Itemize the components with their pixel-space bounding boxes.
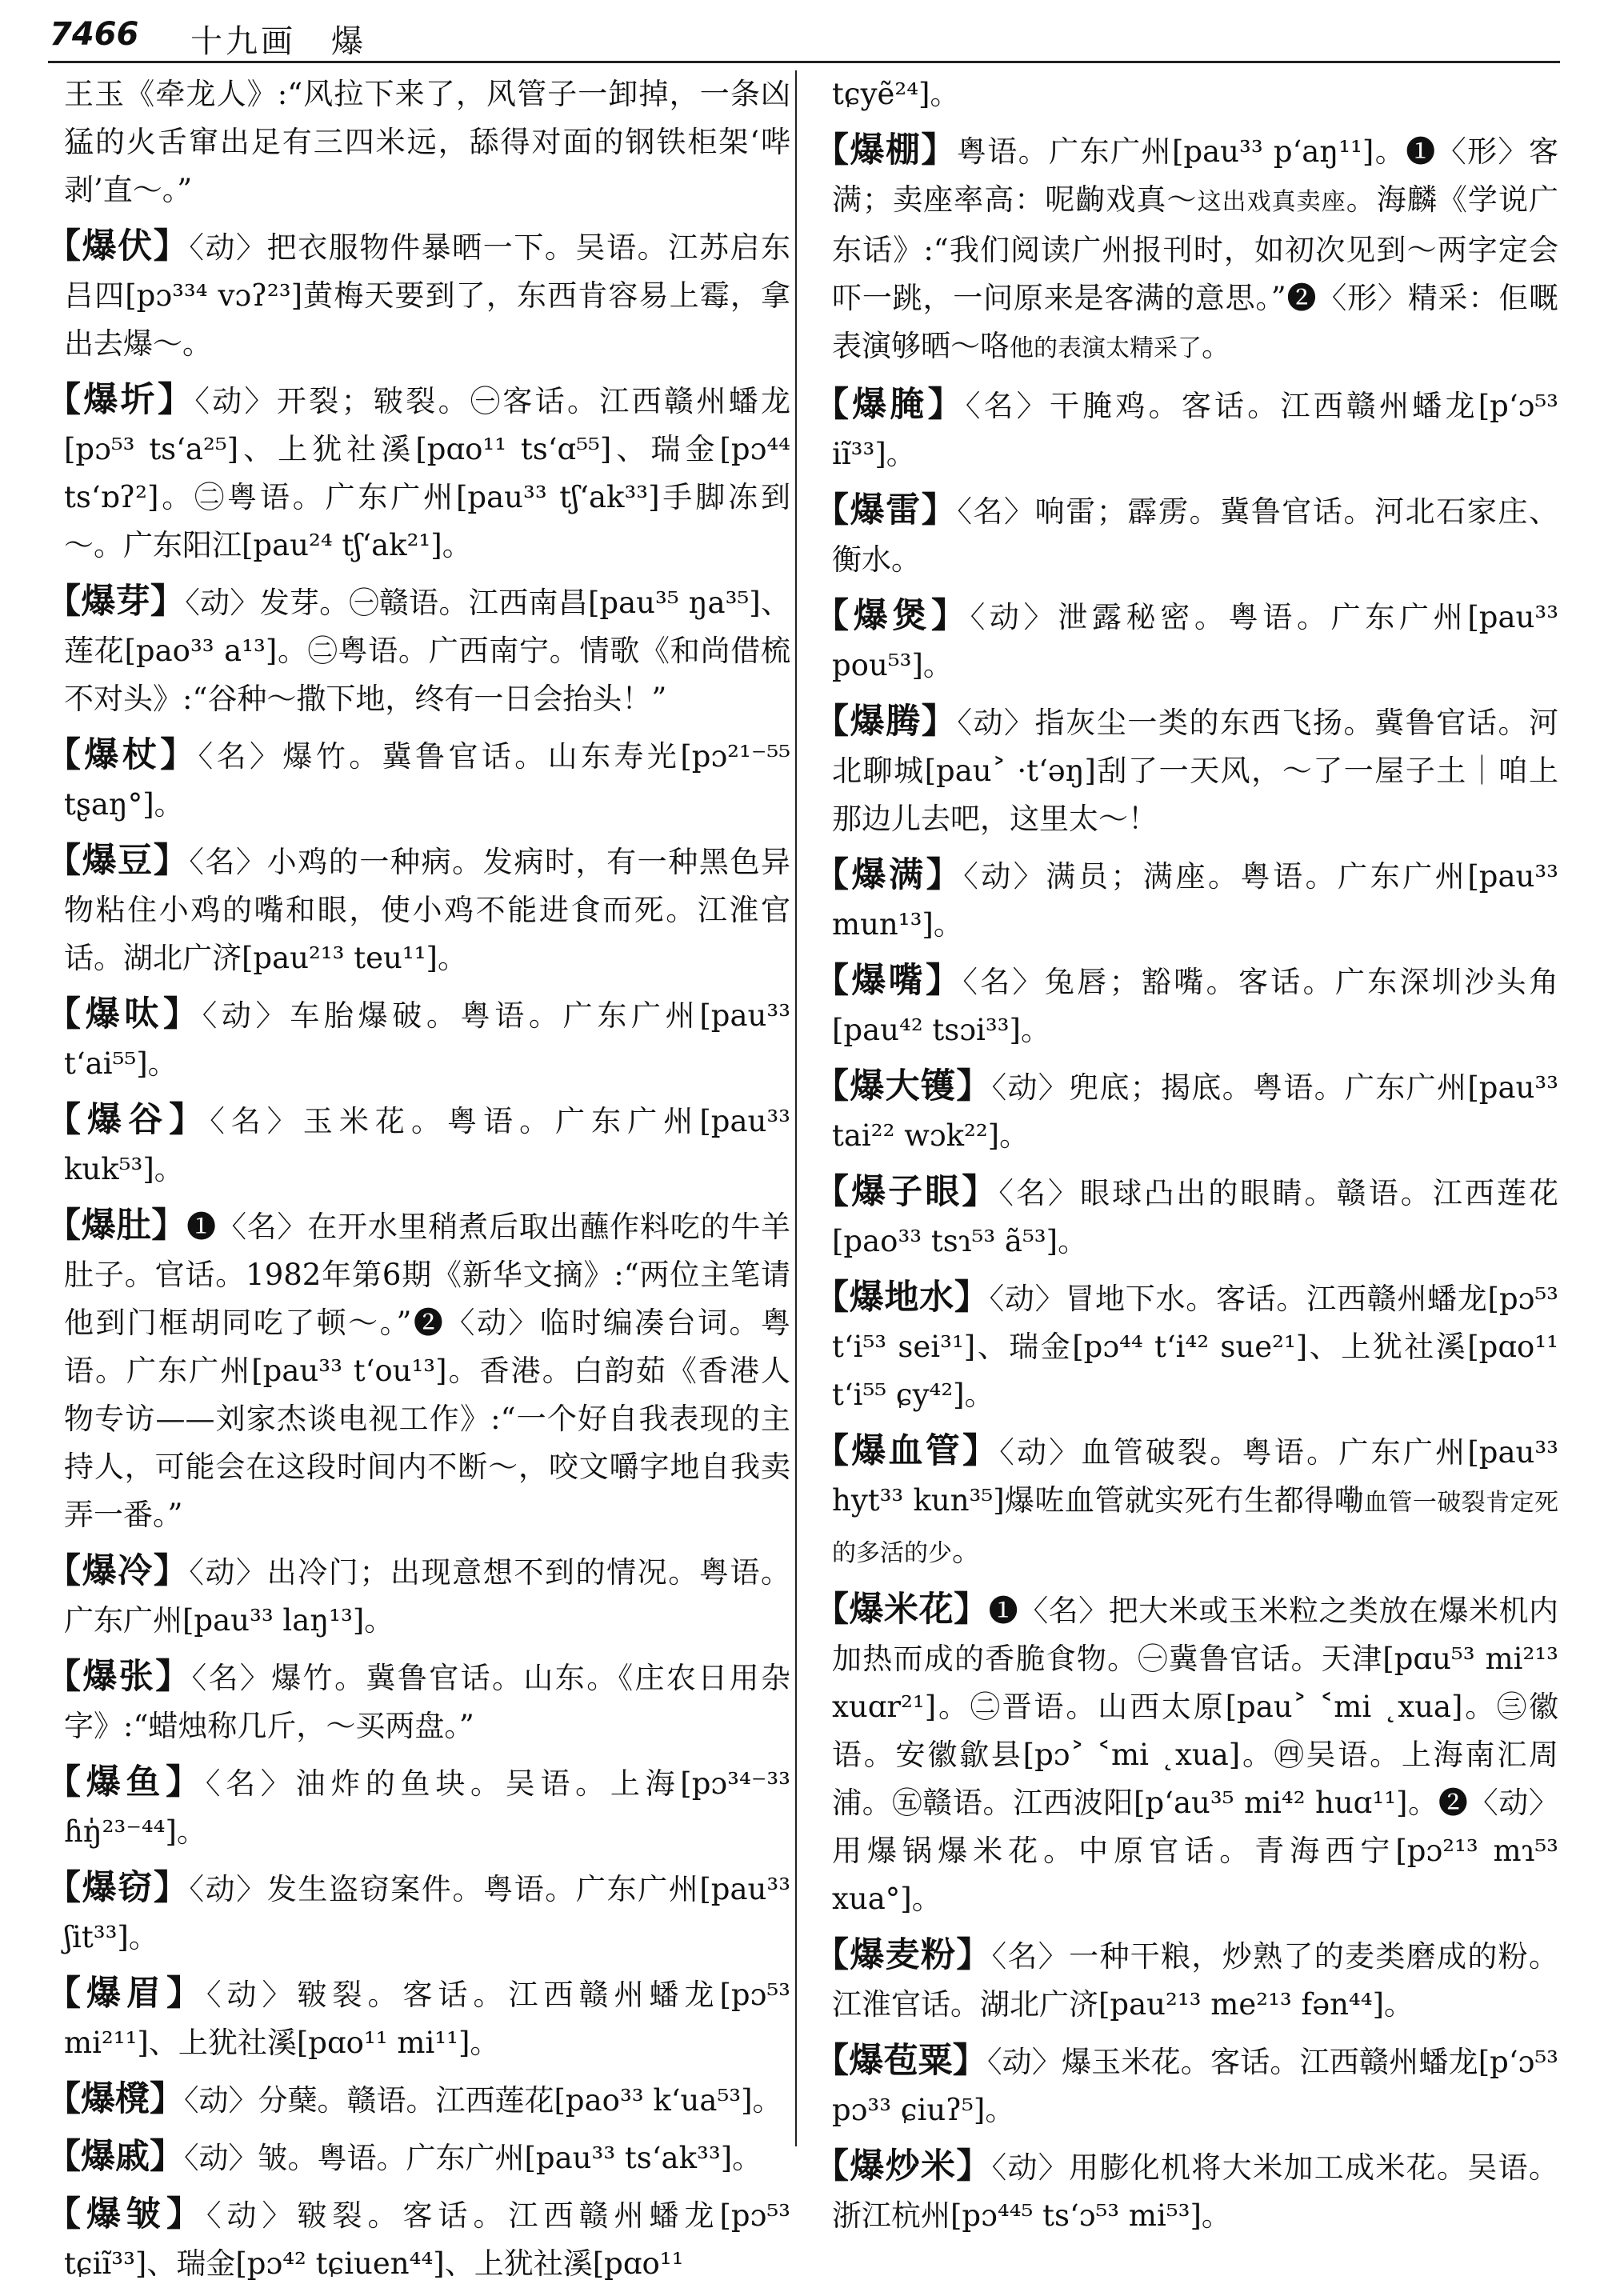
entry-body: 〈动〉发芽。㊀赣语。江西南昌[pau³⁵ ŋa³⁵]、莲花[pao³³ a¹³]。㊁粤语。广西南宁。情歌《和尚借梳不对头》:“谷种～撒下地，终有一日会抬头！” (64, 586, 791, 716)
entry-headword: 【爆大镬】 (814, 1066, 992, 1106)
dictionary-entry (46, 2075, 790, 2125)
dictionary-entry (46, 990, 790, 1088)
dictionary-entry (814, 1586, 1558, 1923)
dictionary-entry (46, 1970, 790, 2067)
dictionary-entry (46, 1758, 790, 1856)
entry-body: 〈动〉血管破裂。粤语。广东广州[pau³³ hyt³³ kun³⁵]爆咗血管就实死冇生都得嘞 (832, 1435, 1559, 1518)
entry-headword: 【爆腾】 (814, 702, 958, 742)
dictionary-entry (46, 1864, 790, 1962)
entry-headword: 【爆炒米】 (814, 2146, 992, 2186)
right-column (814, 70, 1558, 2248)
gloss-note: 血管一破裂肯定死的多活的少 (832, 1489, 1558, 1567)
entry-body: 〈名〉兔唇；豁嘴。客话。广东深圳沙头角[pau⁴² tsɔi³³]。 (832, 965, 1559, 1047)
entry-headword: 【爆豆】 (46, 841, 190, 881)
page-header (48, 14, 1560, 63)
entry-headword: 【爆冷】 (46, 1551, 190, 1591)
entry-headword: 【爆麦粉】 (814, 1935, 992, 1975)
entry-body: ❶〈名〉把大米或玉米粒之类放在爆米机内加热而成的香脆食物。㊀冀鲁官话。天津[pɑu⁵³ mi²¹³ xuɑr²¹]。㊁晋语。山西太原[pau˃ ˂mi ˛xua]。㊂徽语。安徽歙县[pɔ˃ ˂mi ˛xua]。㊃吴语。上海南汇周浦。㊄赣语。江西波阳[p‘au³⁵ mi⁴² huɑ¹¹]。❷〈动〉用爆锅爆米花。中原官话。青海西宁[pɔ²¹³ mɿ⁵³ xua°]。 (832, 1594, 1559, 1916)
dictionary-entry (814, 1931, 1558, 2029)
dictionary-entry (46, 578, 790, 723)
entry-body: 〈动〉爆玉米花。客话。江西赣州蟠龙[p‘ɔ⁵³ pɔ³³ ɕiuʔ⁵]。 (832, 2045, 1559, 2127)
dictionary-entry (46, 731, 790, 829)
entry-body: 〈动〉车胎爆破。粤语。广东广州[pau³³ t‘ai⁵⁵]。 (64, 998, 791, 1081)
entry-body: 〈动〉发生盗窃案件。粤语。广东广州[pau³³ ʃit³³]。 (64, 1872, 791, 1954)
entry-body: 〈动〉泄露秘密。粤语。广东广州[pau³³ pou⁵³]。 (832, 600, 1559, 682)
entry-headword: 【爆櫈】 (46, 2079, 184, 2119)
entry-headword: 【爆地水】 (814, 1278, 990, 1318)
section-title: 十九画 爆 (190, 23, 366, 60)
dictionary-entry (814, 851, 1558, 949)
entry-body: 〈动〉出冷门；出现意想不到的情况。粤语。广东广州[pau³³ laŋ¹³]。 (64, 1555, 791, 1638)
entry-headword: 【爆呔】 (46, 994, 202, 1034)
entry-body: 〈名〉响雷；霹雳。冀鲁官话。河北石家庄、衡水。 (832, 494, 1559, 577)
entry-headword: 【爆满】 (814, 855, 964, 895)
dictionary-entry (46, 1096, 790, 1194)
entry-headword: 【爆嘴】 (814, 961, 963, 1001)
entry-headword: 【爆张】 (46, 1657, 192, 1697)
entry-body: 〈名〉一种干粮，炒熟了的麦类磨成的粉。江淮官话。湖北广济[pau²¹³ me²¹³ fən⁴⁴]。 (832, 1939, 1559, 2022)
entry-headword: 【爆芽】 (46, 582, 186, 622)
dictionary-entry (46, 837, 790, 982)
entry-headword: 【爆米花】 (814, 1590, 989, 1630)
page-number: 7466 (50, 16, 139, 53)
dictionary-entry (814, 1062, 1558, 1160)
entry-body: 〈动〉分蘖。赣语。江西莲花[pao³³ k‘ua⁵³]。 (184, 2083, 782, 2118)
dictionary-entry (46, 2133, 790, 2182)
continuation-text: tɕyẽ²⁴]。 (832, 77, 960, 111)
continuation-text: 王玉《牵龙人》:“风拉下来了，风管子一卸掉，一条凶猛的火舌窜出足有三四米远，舔得对面的钢铁柜架‘哔剥’直～。” (64, 77, 790, 207)
entry-body: 〈动〉冒地下水。客话。江西赣州蟠龙[pɔ⁵³ t‘i⁵³ sei³¹]、瑞金[pɔ⁴⁴ t‘i⁴² sue²¹]、上犹社溪[pɑo¹¹ t‘i⁵⁵ ɕy⁴²]。 (832, 1282, 1559, 1412)
gloss-note: 他的表演太精采了 (1010, 334, 1202, 362)
entry-body: ❶〈名〉在开水里稍煮后取出蘸作料吃的牛羊肚子。官话。1982年第6期《新华文摘》:“两位主笔请他到门框胡同吃了顿～。”❷〈动〉临时编凑台词。粤语。广东广州[pau³³ t‘ou¹³]。香港。白韵茹《香港人物专访——刘家杰谈电视工作》:“一个好自我表现的主持人，可能会在这段时间内不断～，咬文嚼字地自我卖弄一番。” (64, 1210, 791, 1532)
entry-body: 粤语。广东广州[pau³³ p‘aŋ¹¹]。❶〈形〉客满；卖座率高：呢齣戏真～ (832, 134, 1559, 217)
entry-body: 〈动〉开裂；皲裂。㊀客话。江西赣州蟠龙[pɔ⁵³ ts‘a²⁵]、上犹社溪[pɑo¹¹ ts‘ɑ⁵⁵]、瑞金[pɔ⁴⁴ ts‘ɒʔ²]。㊁粤语。广东广州[pau³³ tʃ‘ak³³]手脚冻到～。广东阳江[pau²⁴ tʃ‘ak²¹]。 (64, 384, 791, 562)
entry-headword: 【爆窃】 (46, 1868, 190, 1908)
entry-body: 〈动〉满员；满座。粤语。广东广州[pau³³ mun¹³]。 (832, 859, 1559, 942)
dictionary-entry (814, 957, 1558, 1054)
gloss-note: 这出戏真卖座 (1197, 188, 1346, 216)
entry-headword: 【爆皱】 (46, 2194, 206, 2234)
dictionary-entry (46, 1547, 790, 1645)
dictionary-entry (46, 222, 790, 368)
entry-body: 〈动〉皲裂。客话。江西赣州蟠龙[pɔ⁵³ tɕiĩ³³]、瑞金[pɔ⁴² tɕiuen⁴⁴]、上犹社溪[pɑo¹¹ (64, 2198, 790, 2281)
entry-body: 〈名〉眼球凸出的眼睛。赣语。江西莲花[pao³³ tsɿ⁵³ ã⁵³]。 (832, 1176, 1559, 1258)
entry-headword: 【爆谷】 (46, 1100, 210, 1140)
entry-body-cont: 。海麟《学说广东话》:“我们阅读广州报刊时，如初次见到～两字定会吓一跳，一问原来是客满的意思。”❷〈形〉精采：佢嘅表演够晒～咯 (832, 182, 1558, 363)
dictionary-entry (814, 2037, 1558, 2134)
entry-body: 〈动〉指灰尘一类的东西飞扬。冀鲁官话。河北聊城[pau˃ ·t‘əŋ]刮了一天风，～了一屋子土｜咱上那边儿去吧，这里太～！ (832, 706, 1559, 836)
entry-headword: 【爆鱼】 (46, 1762, 206, 1802)
entry-body: 〈动〉皱。粤语。广东广州[pau³³ ts‘ak³³]。 (184, 2141, 762, 2175)
dictionary-entry (46, 1653, 790, 1750)
entry-headword: 【爆圻】 (46, 380, 195, 420)
entry-headword: 【爆伏】 (46, 226, 190, 266)
entry-headword: 【爆子眼】 (814, 1172, 999, 1212)
entry-body: 〈名〉小鸡的一种病。发病时，有一种黑色异物粘住小鸡的嘴和眼，使小鸡不能进食而死。江淮官话。湖北广济[pau²¹³ teu¹¹]。 (64, 845, 791, 975)
entry-headword: 【爆棚】 (814, 130, 957, 170)
left-column (46, 70, 790, 2296)
entry-headword: 【爆苞粟】 (814, 2041, 987, 2081)
entry-body: 〈名〉干腌鸡。客话。江西赣州蟠龙[p‘ɔ⁵³ iĩ³³]。 (832, 389, 1559, 471)
entry-headword: 【爆血管】 (814, 1431, 1000, 1471)
dictionary-entry (814, 1168, 1558, 1266)
entry-body: 〈动〉兜底；揭底。粤语。广东广州[pau³³ tai²² wɔk²²]。 (832, 1070, 1559, 1153)
dictionary-entry (46, 376, 790, 570)
entry-body: 〈动〉皲裂。客话。江西赣州蟠龙[pɔ⁵³ mi²¹¹]、上犹社溪[pɑo¹¹ mi¹¹]。 (64, 1978, 790, 2060)
column-divider (795, 70, 797, 2146)
entry-headword: 【爆雷】 (814, 490, 958, 530)
entry-headword: 【爆杖】 (46, 735, 198, 775)
dictionary-entry (46, 2190, 790, 2288)
entry-headword: 【爆眉】 (46, 1974, 206, 2014)
dictionary-entry (814, 486, 1558, 584)
entry-headword: 【爆肚】 (46, 1206, 187, 1246)
dictionary-entry (814, 592, 1558, 690)
entry-body: 〈动〉把衣服物件暴晒一下。吴语。江苏启东吕四[pɔ³³⁴ vɔʔ²³]黄梅天要到了，东西肯容易上霉，拿出去爆～。 (64, 230, 791, 361)
entry-headword: 【爆戚】 (46, 2137, 184, 2177)
dictionary-entry (814, 381, 1558, 478)
entry-body: 〈名〉玉米花。粤语。广东广州[pau³³ kuk⁵³]。 (64, 1104, 790, 1186)
entry-body: 〈名〉爆竹。冀鲁官话。山东。《庄农日用杂字》:“蜡烛称几斤，～买两盘。” (64, 1661, 791, 1743)
dictionary-entry: 【爆棚】粤语。广东广州[pau³³ p‘aŋ¹¹]。❶〈形〉客满；卖座率高：呢齣戏真～这出戏真卖座。海麟《学说广东话》:“我们阅读广州报刊时，如初次见到～两字定会吓一跳，一问原来是客满的意思。”❷〈形〉精采：佢嘅表演够晒～咯他的表演太精采了。 (814, 130, 1559, 363)
dictionary-entry: 【爆血管】〈动〉血管破裂。粤语。广东广州[pau³³ hyt³³ kun³⁵]爆咗血管就实死冇生都得嘞血管一破裂肯定死的多活的少。 (814, 1431, 1559, 1568)
dictionary-entry (814, 1274, 1558, 1419)
entry-body: 〈名〉爆竹。冀鲁官话。山东寿光[pɔ²¹⁻⁵⁵ tʂaŋ°]。 (64, 739, 791, 822)
entry-headword: 【爆煲】 (814, 596, 970, 636)
entry-body: 〈名〉油炸的鱼块。吴语。上海[pɔ³⁴⁻³³ ɦŋ̍²³⁻⁴⁴]。 (64, 1766, 791, 1849)
dictionary-entry (814, 698, 1558, 843)
entry-body: 〈动〉用膨化机将大米加工成米花。吴语。浙江杭州[pɔ⁴⁴⁵ ts‘ɔ⁵³ mi⁵³]。 (832, 2150, 1559, 2233)
dictionary-entry (814, 2142, 1558, 2240)
dictionary-entry (46, 1202, 790, 1539)
entry-headword: 【爆腌】 (814, 385, 966, 425)
